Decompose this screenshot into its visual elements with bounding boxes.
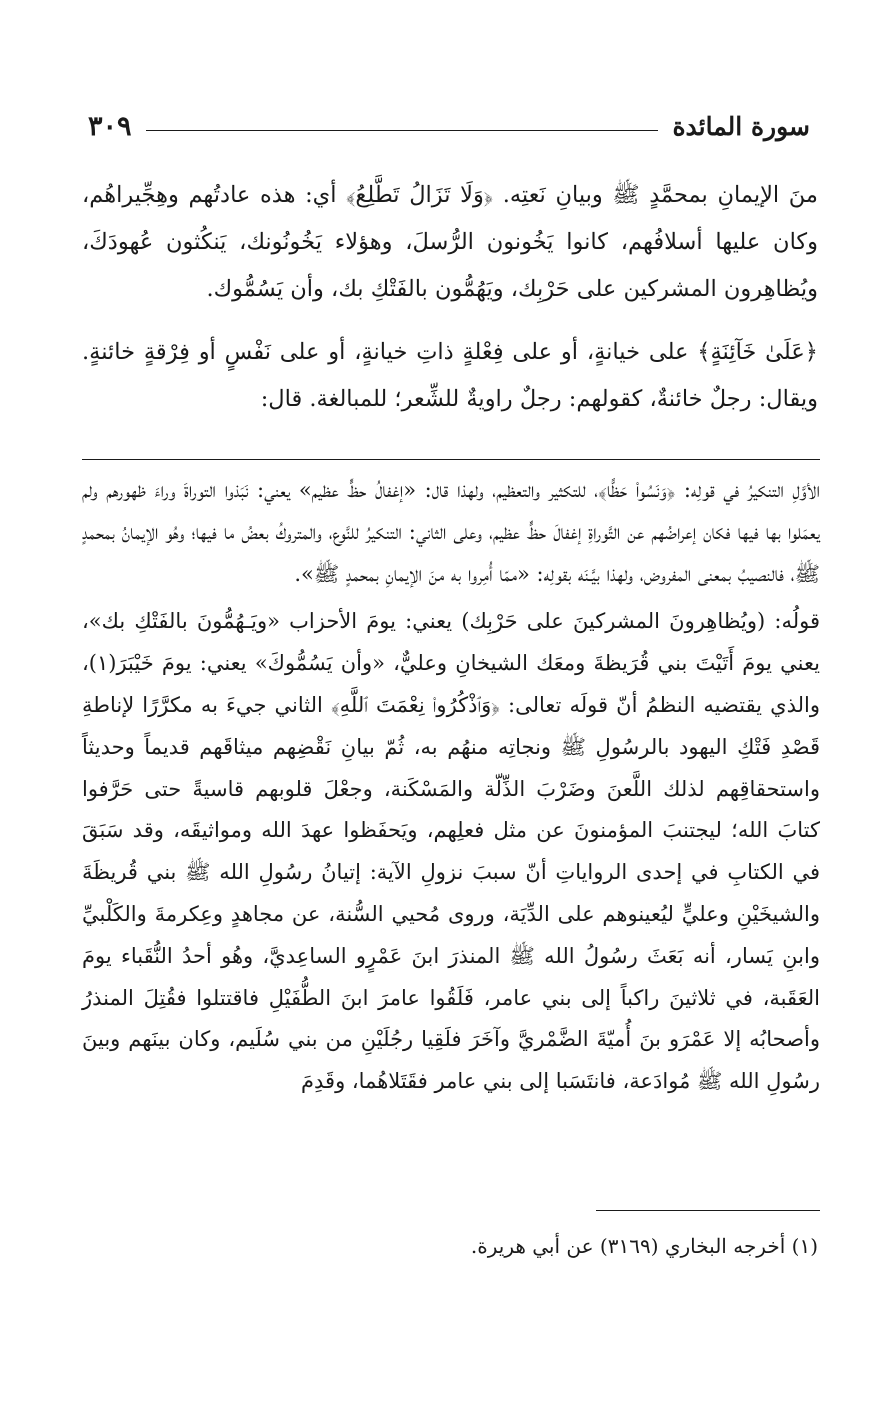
commentary-paragraph: قولُه: (ويُظاهِرونَ المشركينَ على حَرْبِك) يعني: يومَ الأحزاب «ويَـهُمُّونَ بالفَتْكِ بك»، يعني يومَ أَتَيْتَ بني قُرَيظةَ ومعَك الشيخانِ وعليٌّ، «وأن يَسُمُّوكَ» يعني: يومَ خَيْبَرَ(١)، والذي يقتضيه النظمُ أنّ قولَه تعالى: ﴿وَٱذْكُرُوا۟ نِعْمَتَ ٱللَّهِ﴾ الثاني جيءَ به مكرَّرًا لإناطةِ قَصْدِ فَتْكِ اليهود بالرسُولِ ﷺ ونجاتِه منهُم به، ثُمّ بيانِ نَقْضِهم ميثاقَهم قديماً وحديثاً واستحقاقِهم لذلك اللَّعنَ وضَرْبَ الذِّلّة والمَسْكَنة، وجعْلَ قلوبهم قاسيةً حتى حَرَّفوا كتابَ الله؛ ليجتنبَ المؤمنونَ عن مثل فعلِهم، ويَحفَظوا عهدَ الله ومواثيقَه، وقد سَبَقَ في الكتابِ في إحدى الرواياتِ أنّ سببَ نزولِ الآية: إتيانُ رسُولِ الله ﷺ بني قُريظَةَ والشيخَيْنِ وعليٍّ ليُعينوهم على الدِّيَة، وروى مُحيي السُّنة، عن مجاهدٍ وعِكرمةَ والكَلْبيِّ وابنِ يَسار، أنه بَعَثَ رسُولُ الله ﷺ المنذرَ ابنَ عَمْرٍو الساعِديَّ، وهُو أحدُ النُّقَباء يومَ العَقَبة، في ثلاثينَ راكباً إلى بني عامر، فَلَقُوا عامرَ ابنَ الطُّفَيْلِ فاقتتلوا فقُتِلَ المنذرُ وأصحابُه إلا عَمْرَو بنَ أُميّةَ الضَّمْريَّ وآخَرَ فلَقِيا رجُلَيْنِ من بني سُلَيم، وكان بينَهم وبينَ رسُولِ الله ﷺ مُوادَعة، فانتَسَبا إلى بني عامر فقَتَلاهُما، وقَدِمَ [82, 609, 820, 1094]
running-header [88, 106, 810, 146]
surah-title: سورة المائدة [672, 111, 810, 141]
commentary-text [82, 470, 820, 1103]
footnote-separator [596, 1210, 820, 1211]
main-paragraph: منَ الإيمانِ بمحمَّدٍ ﷺ وبيانِ نَعتِه. ﴿وَلَا تَزَالُ تَطَّلِعُ﴾ أي: هذه عادتُهم وهِجِّيراهُم، وكان عليها أسلافُهم، كانوا يَخُونون الرُّسلَ، وهؤلاء يَخُونُونك، يَنكُثون عُهودَكَ، ويُظاهِرون المشركين على حَرْبِك، ويَهُمُّون بالفَتْكِ بك، وأن يَسُمُّوك. [82, 182, 818, 302]
main-paragraph: ﴿عَلَىٰ خَآئِنَةٍ﴾ على خيانةٍ، أو على فِعْلةٍ ذاتِ خيانةٍ، أو على نَفْسٍ أو فِرْقةٍ خائنةٍ. ويقال: رجلٌ خائنةٌ، كقولهم: رجلٌ راويةٌ للشِّعر؛ للمبالغة. قال: [82, 339, 818, 412]
page-number: ٣٠٩ [88, 110, 132, 142]
footnote: (١) أخرجه البخاري (٣١٦٩) عن أبي هريرة. [470, 1234, 818, 1258]
main-separator [82, 459, 820, 460]
main-text [82, 172, 818, 439]
commentary-paragraph: الأوَّلِ التنكيرُ في قولِه: ﴿وَنَسُوا۟ حَظًّا﴾، للتكثير والتعظيم، ولهذا قال: «إغفالُ حظٍّ عظيم» يعني: نَبَذوا التوراةَ وراءَ ظهورهم ولم يعمَلوا بها فيها فكان إعراضُهم عن التَّوراةِ إغفالَ حظٍّ عظيم، وعلى الثاني: التنكيرُ للنَّوع، والمتروكُ بعضُ ما فيها؛ وهُو الإيمانُ بمحمدٍ ﷺ، فالنصيبُ بمعنى المفروض، ولهذا بيَّـنَه بقولِه: «ممّا أُمِروا به منَ الإيمانِ بمحمدٍ ﷺ». [82, 478, 820, 586]
header-rule [146, 130, 659, 131]
